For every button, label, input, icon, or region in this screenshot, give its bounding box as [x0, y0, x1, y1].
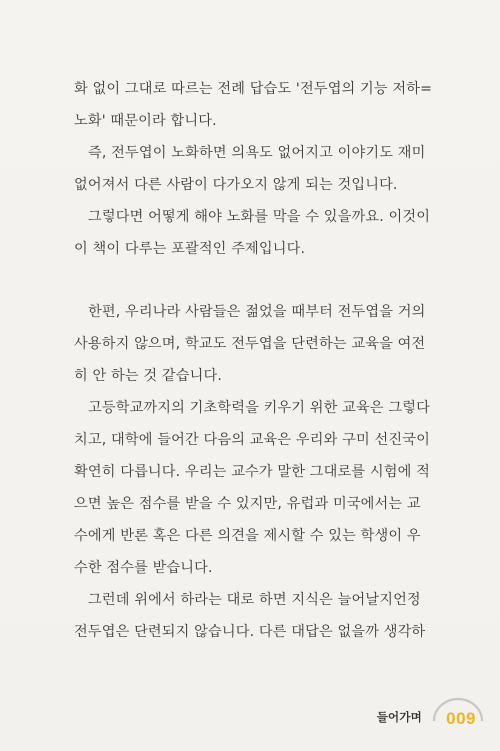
text-line: 즉, 전두엽이 노화하면 의욕도 없어지고 이야기도 재미	[88, 144, 426, 161]
text-line: 그런데 위에서 하라는 대로 하면 지식은 늘어날지언정	[88, 591, 421, 608]
text-line: 이 책이 다루는 포괄적인 주제입니다.	[74, 240, 306, 257]
text-line: 없어져서 다른 사람이 다가오지 않게 되는 것입니다.	[74, 176, 398, 193]
text-line: 히 안 하는 것 같습니다.	[74, 368, 222, 385]
text-line: 사용하지 않으며, 학교도 전두엽을 단련하는 교육을 여전	[74, 336, 426, 353]
text-line: 전두엽은 단련되지 않습니다. 다른 대답은 없을까 생각하	[74, 623, 426, 640]
text-line: 으면 높은 점수를 받을 수 있지만, 유럽과 미국에서는 교	[74, 495, 421, 512]
text-line: 확연히 다릅니다. 우리는 교수가 말한 그대로를 시험에 적	[74, 463, 430, 480]
text-line: 수한 점수를 받습니다.	[74, 559, 213, 576]
text-line: 그렇다면 어떻게 해야 노화를 막을 수 있을까요. 이것이	[88, 208, 431, 225]
text-line: 노화' 때문이라 합니다.	[74, 112, 217, 129]
page-number: 009	[446, 709, 476, 728]
text-line: 수에게 반론 혹은 다른 의견을 제시할 수 있는 학생이 우	[74, 527, 421, 544]
page-footer	[326, 689, 486, 729]
text-line: 고등학교까지의 기초학력을 키우기 위한 교육은 그렇다	[88, 400, 430, 417]
body-text	[74, 74, 434, 648]
text-line: 화 없이 그대로 따르는 전례 답습도 '전두엽의 기능 저하=	[74, 81, 433, 97]
paragraph-gap	[74, 265, 434, 297]
section-label: 들어가며	[376, 710, 422, 724]
text-line: 치고, 대학에 들어간 다음의 교육은 우리와 구미 선진국이	[74, 432, 430, 449]
text-line: 한편, 우리나라 사람들은 젊었을 때부터 전두엽을 거의	[88, 304, 426, 321]
